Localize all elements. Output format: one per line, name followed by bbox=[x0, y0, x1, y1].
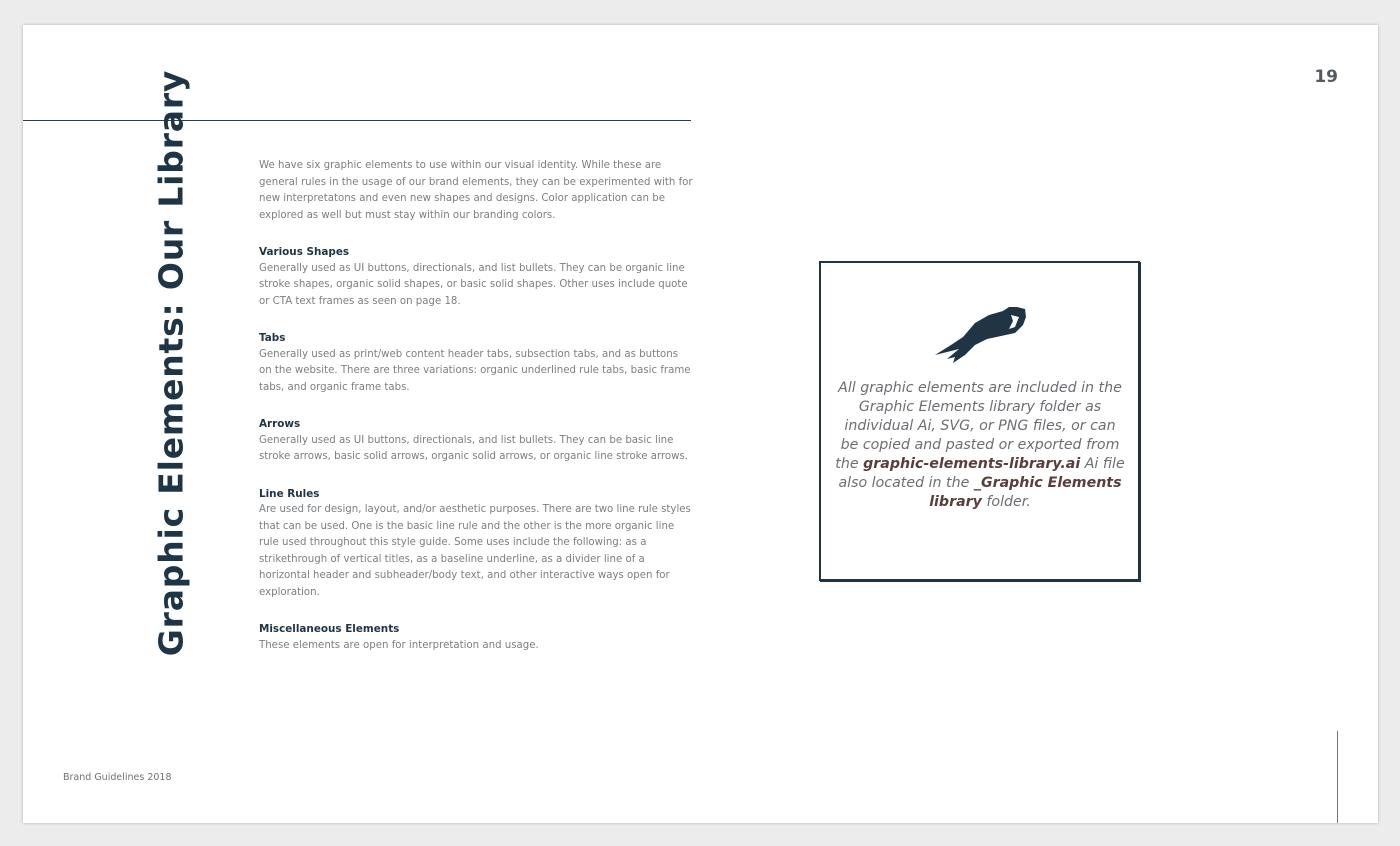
info-text-part-3: folder. bbox=[986, 494, 1031, 510]
section-heading: Various Shapes bbox=[259, 246, 350, 258]
brush-stroke-icon bbox=[929, 303, 1029, 369]
header-line-rule bbox=[23, 120, 691, 121]
section-body: Are used for design, layout, and/or aesthetic purposes. There are two line rule styles that can be used. One is the basic line rule and the other is the more organic line rule used throughout this style guide. Some uses include the following: as a strikethrough of vertical titles, as a baseline underline, as a divider line of a horizontal header and subheader/body text, and other interactive ways open for exploration. bbox=[259, 504, 691, 598]
library-filename: graphic-elements-library.ai bbox=[863, 456, 1081, 472]
body-content bbox=[259, 158, 693, 674]
section-various-shapes bbox=[259, 244, 693, 310]
section-body: Generally used as UI buttons, directionals, and list bullets. They can be organic line stroke shapes, organic solid shapes, or basic solid shapes. Other uses include quote or CTA text frames as seen on page 18. bbox=[259, 262, 688, 307]
page-number: 19 bbox=[1314, 67, 1338, 87]
section-body: Generally used as print/web content header tabs, subsection tabs, and as buttons on the website. There are three variations: organic underlined rule tabs, basic frame tabs, and organic frame tabs. bbox=[259, 348, 691, 393]
library-info-box bbox=[819, 261, 1140, 581]
section-heading: Miscellaneous Elements bbox=[259, 623, 400, 635]
section-line-rules bbox=[259, 486, 693, 602]
page-title: Graphic Elements: Our Library bbox=[151, 69, 191, 657]
info-text-part-2: Ai file also located in the bbox=[838, 456, 1125, 491]
section-miscellaneous-elements bbox=[259, 621, 693, 654]
info-text-part-1: All graphic elements are included in the Graphic Elements library folder as individual Ai, SVG, or PNG files, or can be copied and pasted or exported from the bbox=[835, 380, 1122, 472]
section-body: These elements are open for interpretation and usage. bbox=[259, 639, 539, 651]
section-heading: Arrows bbox=[259, 418, 301, 430]
section-body: Generally used as UI buttons, directionals, and list bullets. They can be basic line stroke arrows, basic solid arrows, organic solid arrows, or organic line stroke arrows. bbox=[259, 434, 689, 462]
section-heading: Line Rules bbox=[259, 487, 320, 500]
section-heading: Tabs bbox=[259, 332, 286, 344]
intro-paragraph: We have six graphic elements to use within our visual identity. While these are general rules in the usage of our brand elements, they can be experimented with for new interpretatons and even new shapes and designs. Color application can be explored as well but must stay within our branding colors. bbox=[259, 160, 693, 221]
brand-guidelines-page bbox=[23, 25, 1378, 823]
section-tabs bbox=[259, 330, 693, 396]
library-folder-name: _Graphic Elements library bbox=[929, 475, 1122, 510]
footer-label: Brand Guidelines 2018 bbox=[63, 772, 172, 783]
footer-vertical-rule bbox=[1337, 731, 1338, 823]
library-info-text bbox=[835, 379, 1125, 512]
section-arrows bbox=[259, 416, 693, 466]
